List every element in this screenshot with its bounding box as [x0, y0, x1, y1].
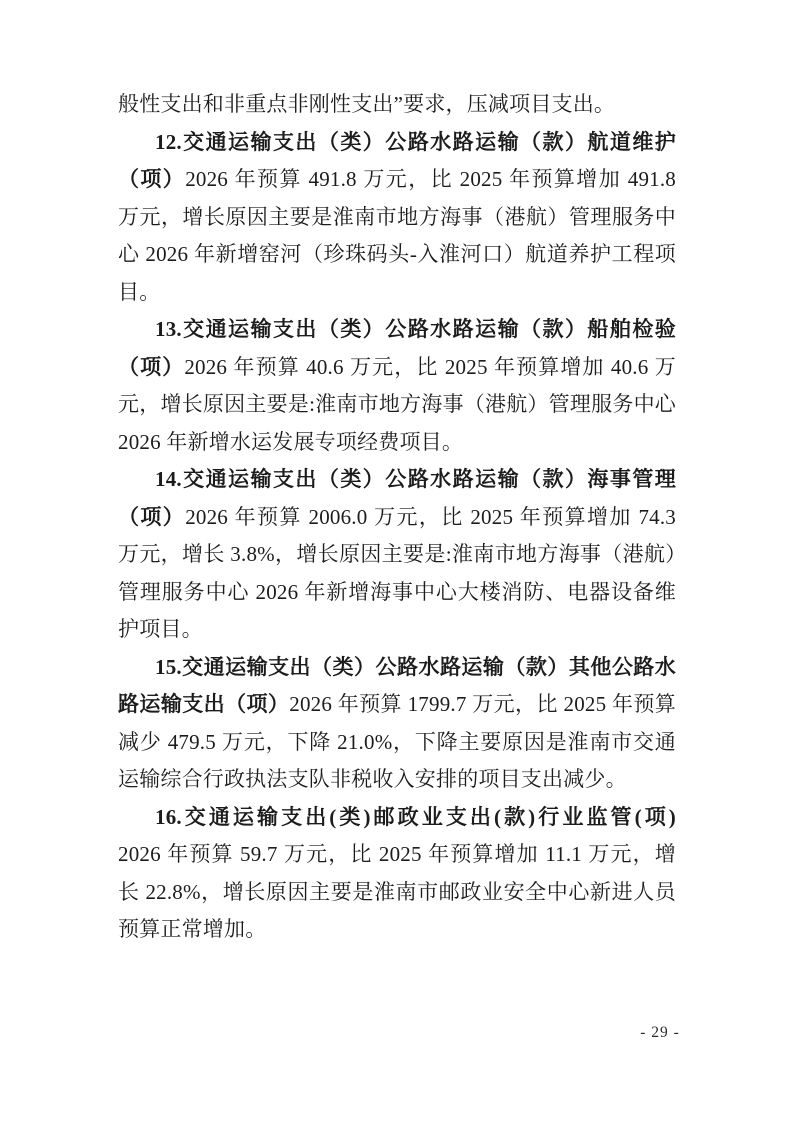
budget-item-12 [118, 124, 676, 312]
page-number: - 29 - [640, 1024, 680, 1041]
item-heading: 15.交通运输支出（类）公路水路运输（款）其他公路水路运输支出（项） [118, 654, 676, 716]
budget-item-16 [118, 799, 676, 949]
intro-text: 般性支出和非重点非刚性支出”要求，压减项目支出。 [118, 92, 616, 116]
item-body: 2026 年预算 40.6 万元，比 2025 年预算增加 40.6 万元，增长原因主要是:淮南市地方海事（港航）管理服务中心 2026 年新增水运发展专项经费项目。 [118, 354, 676, 454]
item-heading: 13.交通运输支出（类）公路水路运输（款）船舶检验（项） [118, 317, 676, 379]
item-body: 2026 年预算 59.7 万元，比 2025 年预算增加 11.1 万元，增长 22.8%，增长原因主要是淮南市邮政业安全中心新进人员预算正常增加。 [118, 842, 676, 941]
document-body [118, 86, 676, 949]
item-body: 2026 年预算 2006.0 万元，比 2025 年预算增加 74.3 万元，增长 3.8%，增长原因主要是:淮南市地方海事（港航）管理服务中心 2026 年新增海事中心大楼消防、电器设备维护项目。 [118, 504, 676, 641]
item-body: 2026 年预算 1799.7 万元，比 2025 年预算减少 479.5 万元，下降 21.0%，下降主要原因是淮南市交通运输综合行政执法支队非税收入安排的项目支出减少。 [118, 692, 676, 791]
item-heading: 16.交通运输支出(类)邮政业支出(款)行业监管(项) [155, 804, 676, 829]
budget-item-15 [118, 649, 676, 799]
item-heading: 12.交通运输支出（类）公路水路运输（款）航道维护（项） [118, 129, 676, 191]
budget-item-14 [118, 461, 676, 649]
budget-item-13 [118, 311, 676, 461]
item-body: 2026 年预算 491.8 万元，比 2025 年预算增加 491.8 万元，增长原因主要是淮南市地方海事（港航）管理服务中心 2026 年新增窑河（珍珠码头-入淮河口）航道养护工程项目。 [118, 167, 676, 304]
intro-paragraph [118, 86, 676, 124]
item-heading: 14.交通运输支出（类）公路水路运输（款）海事管理（项） [118, 467, 676, 529]
